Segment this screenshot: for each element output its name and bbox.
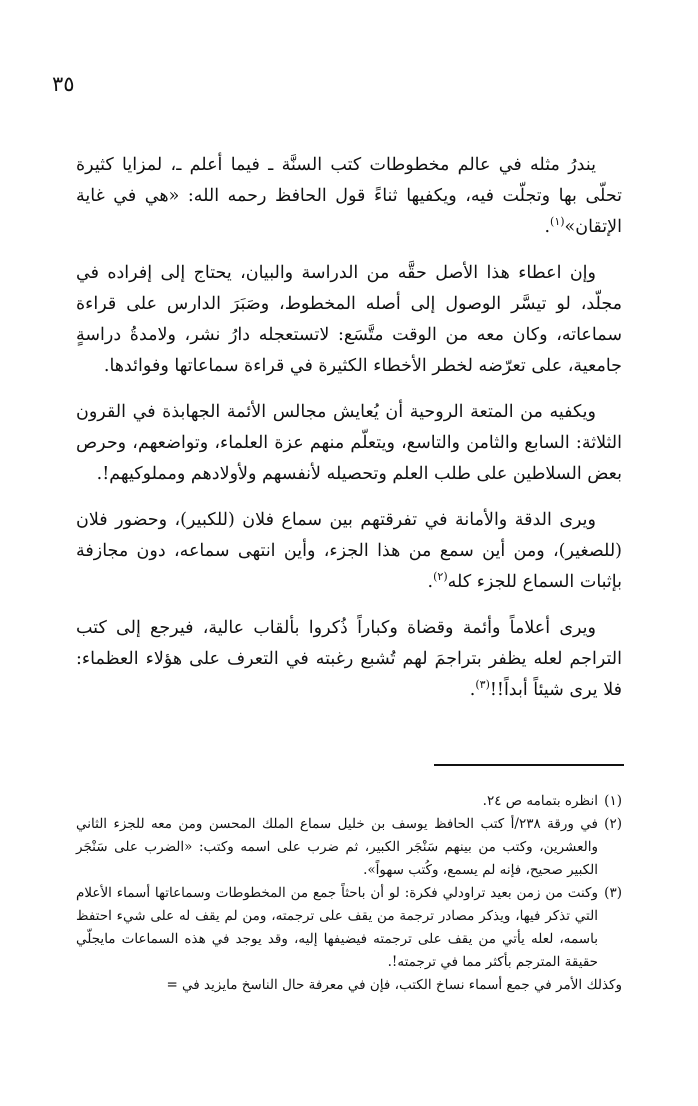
paragraph-1 [76, 150, 622, 243]
footnote-number: (٣) [604, 885, 622, 901]
paragraph-4 [76, 505, 622, 598]
footnotes [76, 790, 622, 997]
footnote-text: وكنت من زمن بعيد تراودلي فكرة: لو أن باحثاً جمع من المخطوطات وسماعاتها أسماء الأعلام التي تذكر فيها، ويذكر مصادر ترجمة من يقف على ترجمته، ومن لم يقف له على شيء احتفظ باسمه، لعله يأتي من يقف على ترجمته فيضيفها إليه، وقد يوجد في هذه السماعات مايجلّي حقيقة المترجم بأكثر مما في ترجمته!. [76, 885, 598, 970]
footnote-ref-1: (١) [550, 215, 565, 229]
main-text [76, 150, 622, 721]
paragraph-text: ويكفيه من المتعة الروحية أن يُعايش مجالس الأئمة الجهابذة في القرون الثلاثة: السابع والثامن والتاسع، ويتعلّم منهم عزة العلماء، وتواضعهم، وحرص بعض السلاطين على طلب العلم وتحصيله لأنفسهم ولأولادهم ومملوكيهم!. [76, 402, 622, 484]
footnote-text: انظره بتمامه ص ٢٤. [482, 793, 598, 809]
footnote-ref-3: (٣) [475, 678, 490, 692]
paragraph-text: ويرى الدقة والأمانة في تفرقتهم بين سماع فلان (للكبير)، وحضور فلان (للصغير)، ومن أين سمع من هذا الجزء، وأين انتهى سماعه، دون مجازفة بإثبات السماع للجزء كله [76, 510, 622, 592]
paragraph-text: وإن اعطاء هذا الأصل حقَّه من الدراسة والبيان، يحتاج إلى إفراده في مجلّد، لو تيسَّر الوصول إلى أصله المخطوط، وصَبَرَ الدارس على قراءة سماعاته، وكان معه من الوقت متَّسَع: لاتستعجله دارُ نشر، ولامدةُ دراسةٍ جامعية، على تعرّضه لخطر الأخطاء الكثيرة في قراءة سماعاتها وفوائدها. [76, 263, 622, 376]
footnote-3 [76, 882, 622, 974]
paragraph-end: . [469, 680, 476, 700]
paragraph-2 [76, 258, 622, 382]
footnote-2 [76, 813, 622, 882]
paragraph-end: . [544, 217, 551, 237]
footnote-1 [76, 790, 622, 813]
page-number: ٣٥ [52, 72, 75, 96]
paragraph-5 [76, 613, 622, 706]
paragraph-text: يندرُ مثله في عالم مخطوطات كتب السنَّة ـ فيما أعلم ـ، لمزايا كثيرة تحلّى بها وتجلّت فيه، ويكفيها ثناءً قول الحافظ رحمه الله: «هي في غاية الإتقان» [76, 155, 622, 237]
paragraph-3 [76, 397, 622, 490]
paragraph-end: . [427, 572, 434, 592]
footnote-continuation: وكذلك الأمر في جمع أسماء نساخ الكتب، فإن في معرفة حال الناسخ مايزيد في = [166, 977, 622, 993]
paragraph-text: ويرى أعلاماً وأئمة وقضاة وكباراً ذُكروا بألقاب عالية، فيرجع إلى كتب التراجم لعله يظفر بتراجمَ لهم تُشبع رغبته في التعرف على هؤلاء العظماء: فلا يرى شيئاً أبداً!! [76, 618, 622, 700]
footnote-text: في ورقة ٢٣٨/أ كتب الحافظ يوسف بن خليل سماع الملك المحسن ومن معه للجزء الثاني والعشرين، وكتب من بينهم سَنْجَر الكبير، ثم ضرب على اسمه وكتب: «الضرب على سَنْجَر الكبير صحيح، فإنه لم يسمع، وكُتب سهواً». [76, 816, 598, 878]
footnote-separator [434, 764, 624, 766]
footnote-number: (٢) [604, 816, 622, 832]
footnote-number: (١) [604, 793, 622, 809]
footnote-ref-2: (٢) [433, 570, 448, 584]
